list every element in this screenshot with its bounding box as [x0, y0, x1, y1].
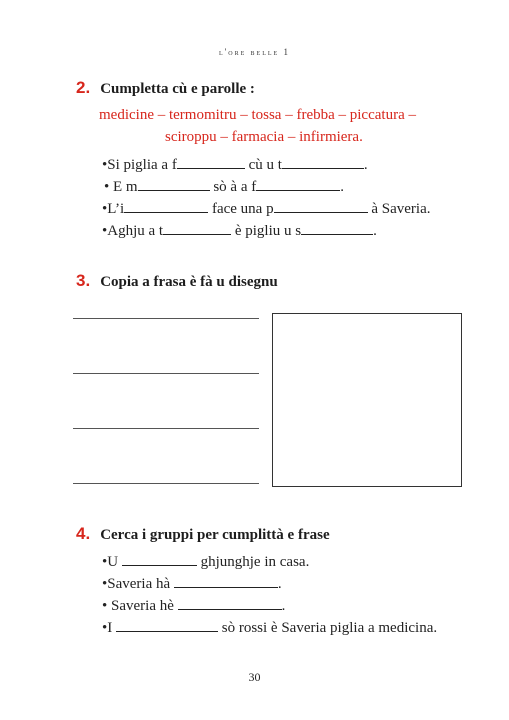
writing-line[interactable] — [73, 483, 259, 484]
writing-line[interactable] — [73, 373, 259, 374]
line-text: . — [340, 179, 344, 195]
line-text: • Saveria hè — [102, 598, 178, 614]
writing-line[interactable] — [73, 428, 259, 429]
line-text: •I — [102, 620, 116, 636]
section-number: 3. — [76, 271, 91, 290]
line-text: •Saveria hà — [102, 576, 174, 592]
line-text: . — [373, 223, 377, 239]
line-text: sò à a f — [209, 179, 257, 195]
section-4-heading — [76, 524, 330, 544]
fill-in-line — [102, 574, 282, 594]
line-text: . — [281, 598, 286, 614]
drawing-box[interactable] — [272, 313, 462, 487]
line-text: cù u t — [244, 157, 282, 173]
running-header: l'ore belle 1 — [219, 47, 290, 57]
section-number: 2. — [76, 78, 91, 97]
section-2-heading — [76, 78, 255, 98]
section-number: 4. — [76, 524, 91, 543]
line-text: •L’i — [102, 201, 125, 217]
blank[interactable] — [282, 155, 364, 169]
line-text: . — [277, 576, 282, 592]
fill-in-line — [102, 221, 377, 241]
blank[interactable] — [177, 155, 245, 169]
blank[interactable] — [124, 199, 208, 213]
line-text: à Saveria. — [367, 201, 431, 217]
fill-in-line — [104, 177, 344, 197]
fill-in-line — [102, 155, 368, 175]
line-text: . — [363, 157, 368, 173]
fill-in-line — [102, 199, 430, 219]
section-3-heading — [76, 271, 278, 291]
blank[interactable] — [178, 596, 282, 610]
writing-line[interactable] — [73, 318, 259, 319]
line-text: è pigliu u s — [231, 223, 302, 239]
fill-in-line — [102, 552, 309, 572]
blank[interactable] — [301, 221, 373, 235]
fill-in-line — [102, 618, 437, 638]
blank[interactable] — [122, 552, 197, 566]
line-text: • E m — [104, 179, 138, 195]
section-title: Cerca i gruppi per cumplittà e frase — [100, 527, 330, 543]
word-bank-line-1: medicine – termomitru – tossa – frebba – piccatura – — [99, 107, 416, 123]
line-text: face una p — [208, 201, 274, 217]
word-bank-line-2: sciroppu – farmacia – infirmiera. — [165, 129, 363, 145]
blank[interactable] — [138, 177, 210, 191]
page-number: 30 — [248, 670, 261, 684]
blank[interactable] — [256, 177, 340, 191]
line-text: ghjunghje in casa. — [196, 554, 310, 570]
fill-in-line — [102, 596, 285, 616]
line-text: sò rossi è Saveria piglia a medicina. — [218, 620, 438, 636]
section-title: Copia a frasa è fà u disegnu — [100, 274, 278, 290]
blank[interactable] — [163, 221, 231, 235]
line-text: •U — [102, 554, 122, 570]
line-text: •Si piglia a f — [102, 157, 177, 173]
line-text: •Aghju a t — [102, 223, 164, 239]
blank[interactable] — [116, 618, 218, 632]
blank[interactable] — [174, 574, 278, 588]
blank[interactable] — [274, 199, 368, 213]
section-title: Cumpletta cù e parolle : — [100, 81, 255, 97]
